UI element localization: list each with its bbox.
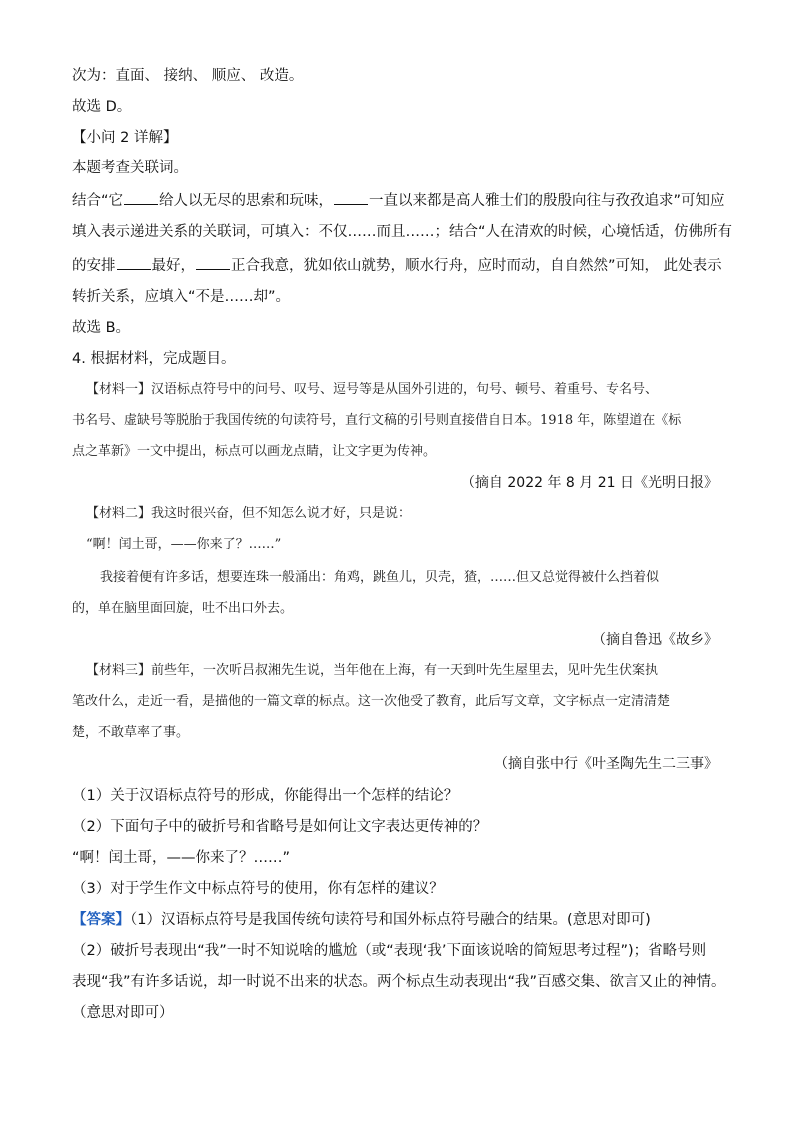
material-1-line-3: 点之革新》一文中提出，标点可以画龙点睛，让文字更为传神。 xyxy=(72,444,437,459)
explanation-line-3: 的安排 最好， 正合我意，犹如依山就势，顺水行舟，应时而动，自自然然”可知， 此处表示 xyxy=(72,255,722,276)
question-4-part-2: （2）下面句子中的破折号和省略号是如何让文字表达更传神的？ xyxy=(72,819,488,835)
answer-tag: 【答案】 xyxy=(72,912,130,928)
material-1-line-2: 书名号、虚缺号等脱胎于我国传统的句读符号，直行文稿的引号则直接借自日本。1918 年，陈望道在《标 xyxy=(72,413,682,428)
fill-blank xyxy=(334,190,368,205)
material-3-line-2: 笔改什么，走近一看，是描他的一篇文章的标点。这一次他受了教育，此后写文章，文字标点一定清清楚 xyxy=(72,694,671,709)
question-4-part-1: （1）关于汉语标点符号的形成，你能得出一个怎样的结论？ xyxy=(72,788,459,804)
answer-line-3: 表现“我”有许多话说，却一时说不出来的状态。两个标点生动表现出“我”百感交集、欲言又止的神情。 xyxy=(72,974,726,990)
choice-b-line: 故选 B。 xyxy=(72,320,131,336)
material-3-source: （摘自张中行《叶圣陶先生二三事》 xyxy=(494,756,718,772)
explanation-line-1: 结合“它 给人以无尽的思索和玩味， 一直以来都是高人雅士们的殷殷向往与孜孜追求”可知应 xyxy=(72,190,725,211)
choice-d-line: 故选 D。 xyxy=(72,99,132,115)
explanation-line-2: 填入表示递进关系的关联词，可填入：不仅……而且……；结合“人在清欢的时候，心境恬适，仿佛所有 xyxy=(72,224,733,240)
answer-line-4: （意思对即可） xyxy=(72,1005,174,1021)
sub-question-2-header: 【小问 2 详解】 xyxy=(72,130,178,146)
material-2-line-2: “啊！闰土哥，——你来了？……” xyxy=(86,537,282,552)
fill-blank xyxy=(196,255,230,270)
material-1-source: （摘自 2022 年 8 月 21 日《光明日报》 xyxy=(460,475,718,491)
material-2-line-1: 【材料二】我这时很兴奋，但不知怎么说才好，只是说： xyxy=(86,506,412,521)
material-3-line-1: 【材料三】前些年，一次听吕叔湘先生说，当年他在上海，有一天到叶先生屋里去，见叶先生伏案执 xyxy=(86,663,659,678)
explanation-intro: 本题考查关联词。 xyxy=(72,160,188,176)
material-3-line-3: 楚，不敢草率了事。 xyxy=(72,725,190,740)
material-2-line-4: 的，单在脑里面回旋，吐不出口外去。 xyxy=(72,601,294,616)
explanation-line-4: 转折关系，应填入“不是……却”。 xyxy=(72,289,291,305)
answer-line-2: （2）破折号表现出“我”一时不知说啥的尴尬（或“表现‘我’下面该说啥的简短思考过程”)；省略号则 xyxy=(72,943,707,959)
question-4-part-3: （3）对于学生作文中标点符号的使用，你有怎样的建议？ xyxy=(72,881,444,897)
answer-line-1: 【答案】（1）汉语标点符号是我国传统句读符号和国外标点符号融合的结果。(意思对即可) xyxy=(72,912,651,928)
material-1-line-1: 【材料一】汉语标点符号中的问号、叹号、逗号等是从国外引进的，句号、顿号、着重号、专名号、 xyxy=(86,382,659,397)
question-4-quote: “啊！闰土哥，——你来了？……” xyxy=(72,850,291,866)
question-4-title: 4. 根据材料，完成题目。 xyxy=(72,351,236,367)
material-2-line-3: 我接着便有许多话，想要连珠一般涌出：角鸡，跳鱼儿，贝壳，猹，……但又总觉得被什么挡着似 xyxy=(100,570,660,585)
fill-blank xyxy=(117,255,151,270)
material-2-source: （摘自鲁迅《故乡》 xyxy=(592,632,718,648)
fill-blank xyxy=(124,190,158,205)
answer-order-line: 次为：直面、 接纳、 顺应、 改造。 xyxy=(72,68,304,84)
